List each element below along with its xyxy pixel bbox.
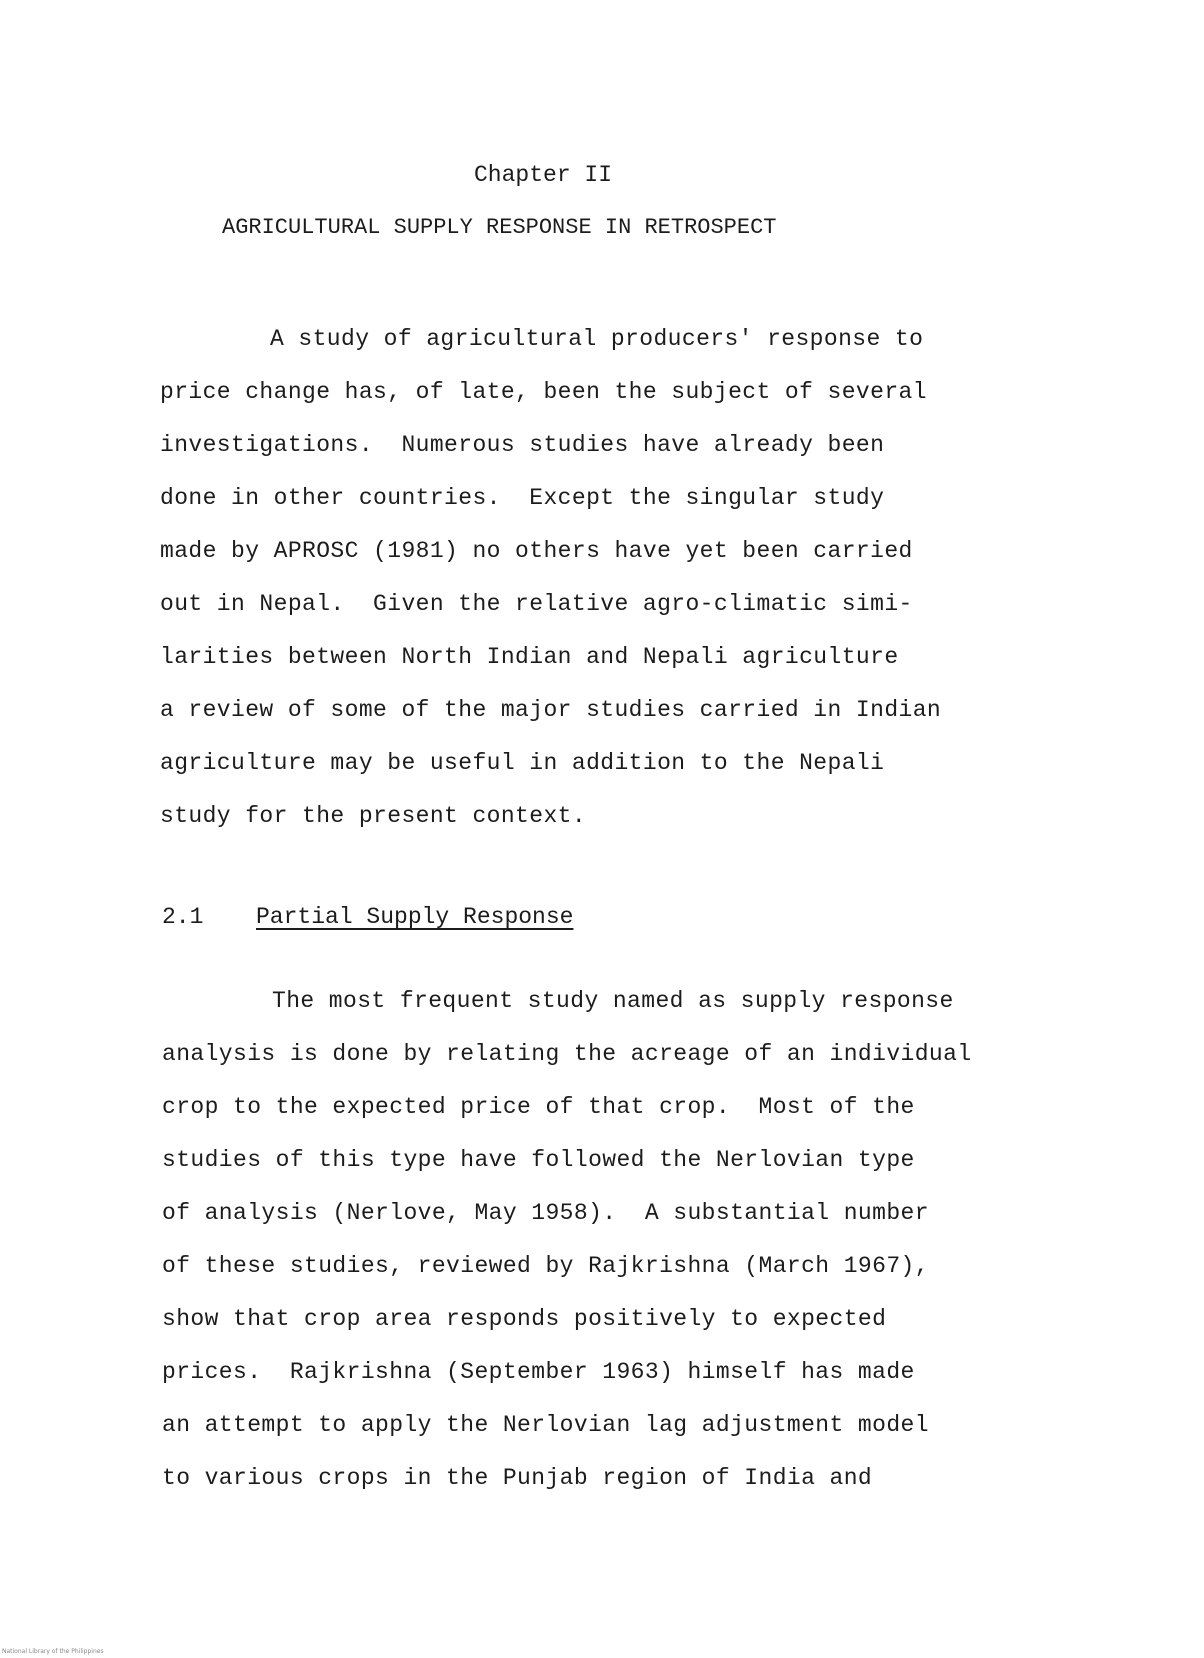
paragraph-line: of analysis (Nerlove, May 1958). A substantial number bbox=[162, 1200, 929, 1226]
paragraph-line: to various crops in the Punjab region of India and bbox=[162, 1465, 873, 1491]
paragraph-line: agriculture may be useful in addition to the Nepali bbox=[160, 750, 885, 776]
section-number: 2.1 bbox=[162, 904, 204, 930]
paragraph-line: studies of this type have followed the Nerlovian type bbox=[162, 1147, 915, 1173]
chapter-title: AGRICULTURAL SUPPLY RESPONSE IN RETROSPECT bbox=[222, 215, 777, 240]
paragraph-line: done in other countries. Except the singular study bbox=[160, 485, 885, 511]
paragraph-line: show that crop area responds positively to expected bbox=[162, 1306, 887, 1332]
paragraph-line: analysis is done by relating the acreage of an individual bbox=[162, 1041, 972, 1067]
paragraph-line: out in Nepal. Given the relative agro-climatic simi- bbox=[160, 591, 913, 617]
paragraph-line: an attempt to apply the Nerlovian lag adjustment model bbox=[162, 1412, 929, 1438]
paragraph-line: made by APROSC (1981) no others have yet been carried bbox=[160, 538, 913, 564]
footer-text: National Library of the Philippines bbox=[2, 1648, 104, 1655]
section-title: Partial Supply Response bbox=[256, 904, 574, 930]
paragraph-line: The most frequent study named as supply response bbox=[272, 988, 954, 1014]
paragraph-line: investigations. Numerous studies have already been bbox=[160, 432, 885, 458]
paragraph-line: larities between North Indian and Nepali agriculture bbox=[160, 644, 899, 670]
paragraph-line: crop to the expected price of that crop. Most of the bbox=[162, 1094, 915, 1120]
paragraph-line: a review of some of the major studies carried in Indian bbox=[160, 697, 942, 723]
paragraph-line: price change has, of late, been the subject of several bbox=[160, 379, 927, 405]
paragraph-line: study for the present context. bbox=[160, 803, 587, 829]
paragraph-line: A study of agricultural producers' response to bbox=[270, 326, 924, 352]
chapter-heading: Chapter II bbox=[474, 162, 613, 188]
paragraph-line: prices. Rajkrishna (September 1963) himself has made bbox=[162, 1359, 915, 1385]
paragraph-line: of these studies, reviewed by Rajkrishna (March 1967), bbox=[162, 1253, 929, 1279]
